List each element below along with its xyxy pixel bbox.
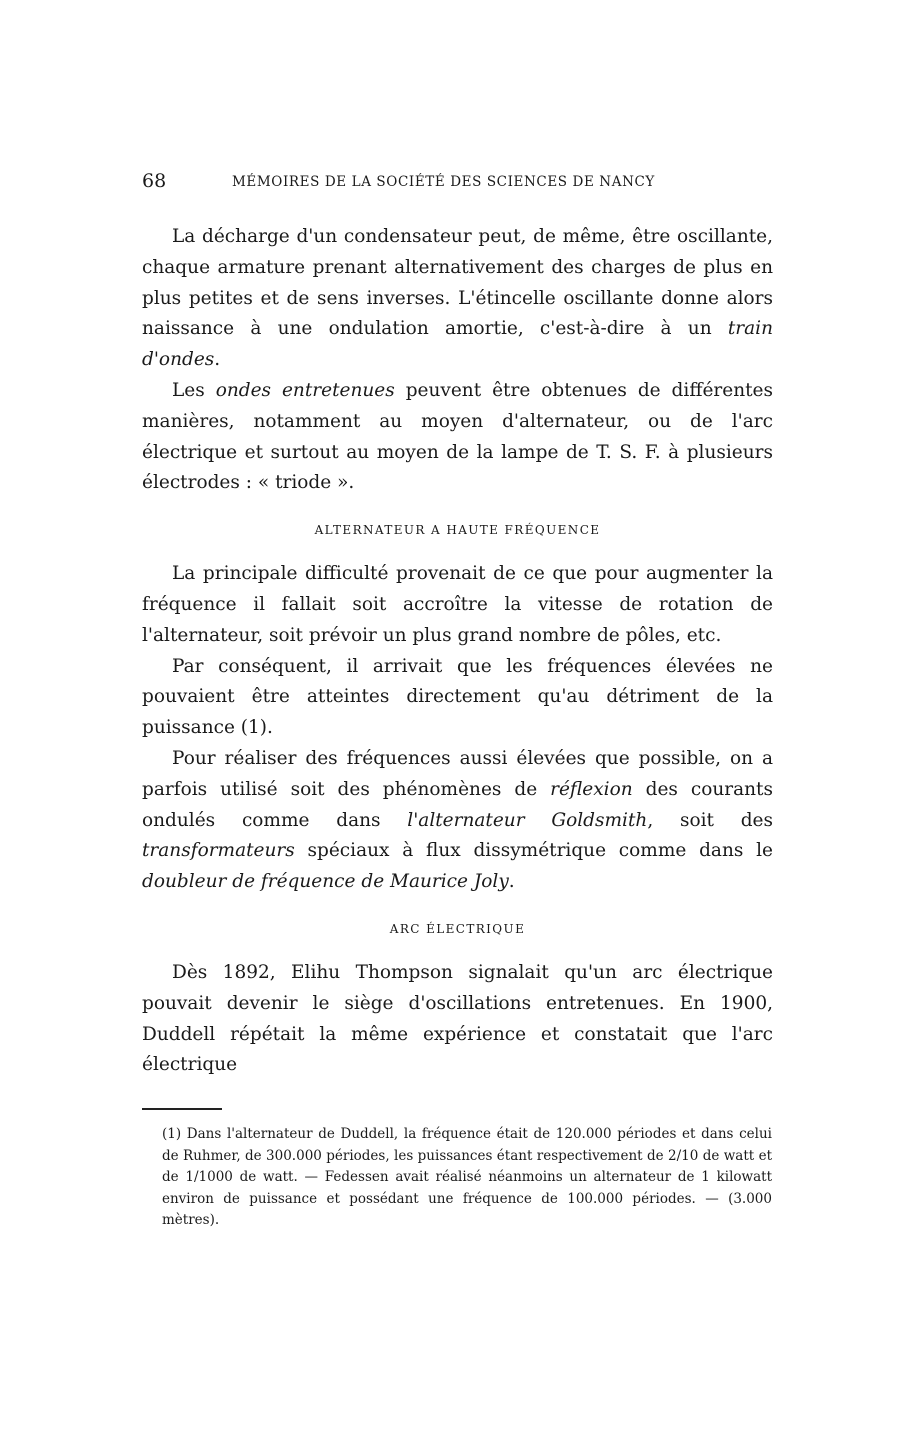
page-header: [142, 170, 782, 198]
paragraph-5-text: Pour réaliser des fréquences aussi élevées que possible, on a parfois utilisé soit des phénomènes de: [142, 747, 773, 800]
footnote-divider: [142, 1108, 222, 1110]
main-text: [142, 222, 773, 1081]
paragraph-2-start: Les: [172, 379, 216, 401]
paragraph-1: [142, 222, 773, 376]
paragraph-3: La principale difficulté provenait de ce que pour augmenter la fréquence il fallait soit accroître la vitesse de rotation de l'alternateur, soit prévoir un plus grand nombre de pôles, etc.: [142, 563, 773, 646]
italic-term: ondes entretenues: [215, 379, 395, 401]
paragraph-2-text: peuvent être obtenues de différentes manières, notamment au moyen d'alternateur, ou de l'arc électrique et surtout au moyen de la lampe de T. S. F. à plusieurs électrodes : « triode ».: [142, 379, 773, 494]
paragraph-2: [142, 376, 773, 499]
section-heading-arc: ARC ÉLECTRIQUE: [389, 921, 526, 936]
running-title: MÉMOIRES DE LA SOCIÉTÉ DES SCIENCES DE NANCY: [232, 174, 655, 190]
italic-term: réflexion: [550, 778, 633, 800]
paragraph-4: Par conséquent, il arrivait que les fréquences élevées ne pouvaient être atteintes directement qu'au détriment de la puissance (1).: [142, 655, 773, 739]
italic-term: transformateurs: [142, 840, 295, 862]
section-heading-alternateur: ALTERNATEUR A HAUTE FRÉQUENCE: [314, 523, 601, 538]
paragraph-1-end: .: [214, 349, 221, 371]
paragraph-6: Dès 1892, Elihu Thompson signalait qu'un arc électrique pouvait devenir le siège d'oscillations entretenues. En 1900, Duddell répétait la même expérience et constatait que l'arc électrique: [142, 961, 773, 1076]
paragraph-5-text: spéciaux à flux dissymétrique comme dans le: [294, 840, 773, 862]
italic-term: l'alternateur Goldsmith: [407, 809, 648, 831]
paragraph-5-end: .: [508, 871, 515, 893]
paragraph-1-text: La décharge d'un condensateur peut, de même, être oscillante, chaque armature prenant alternativement des charges de plus en plus petites et de sens inverses. L'étincelle oscillante donne alors naissance à une ondulation amortie, c'est-à-dire à un: [142, 226, 773, 340]
italic-term: doubleur de fréquence de Maurice Joly: [142, 871, 509, 893]
paragraph-5-text: des courants ondulés comme dans: [142, 778, 773, 831]
footnote: (1) Dans l'alternateur de Duddell, la fréquence était de 120.000 périodes et dans celui de Ruhmer, de 300.000 périodes, les puissances étant respectivement de 2/10 de watt et de 1/1000 de watt. — Fedessen avait réalisé néanmoins un alternateur de 1 kilowatt environ de puissance et possédant une fréquence de 100.000 périodes. — (3.000 mètres).: [162, 1126, 772, 1228]
page-number: 68: [142, 170, 167, 192]
italic-term: train d'ondes: [142, 318, 773, 371]
paragraph-5: [142, 744, 773, 898]
paragraph-5-text: , soit des: [647, 809, 773, 831]
